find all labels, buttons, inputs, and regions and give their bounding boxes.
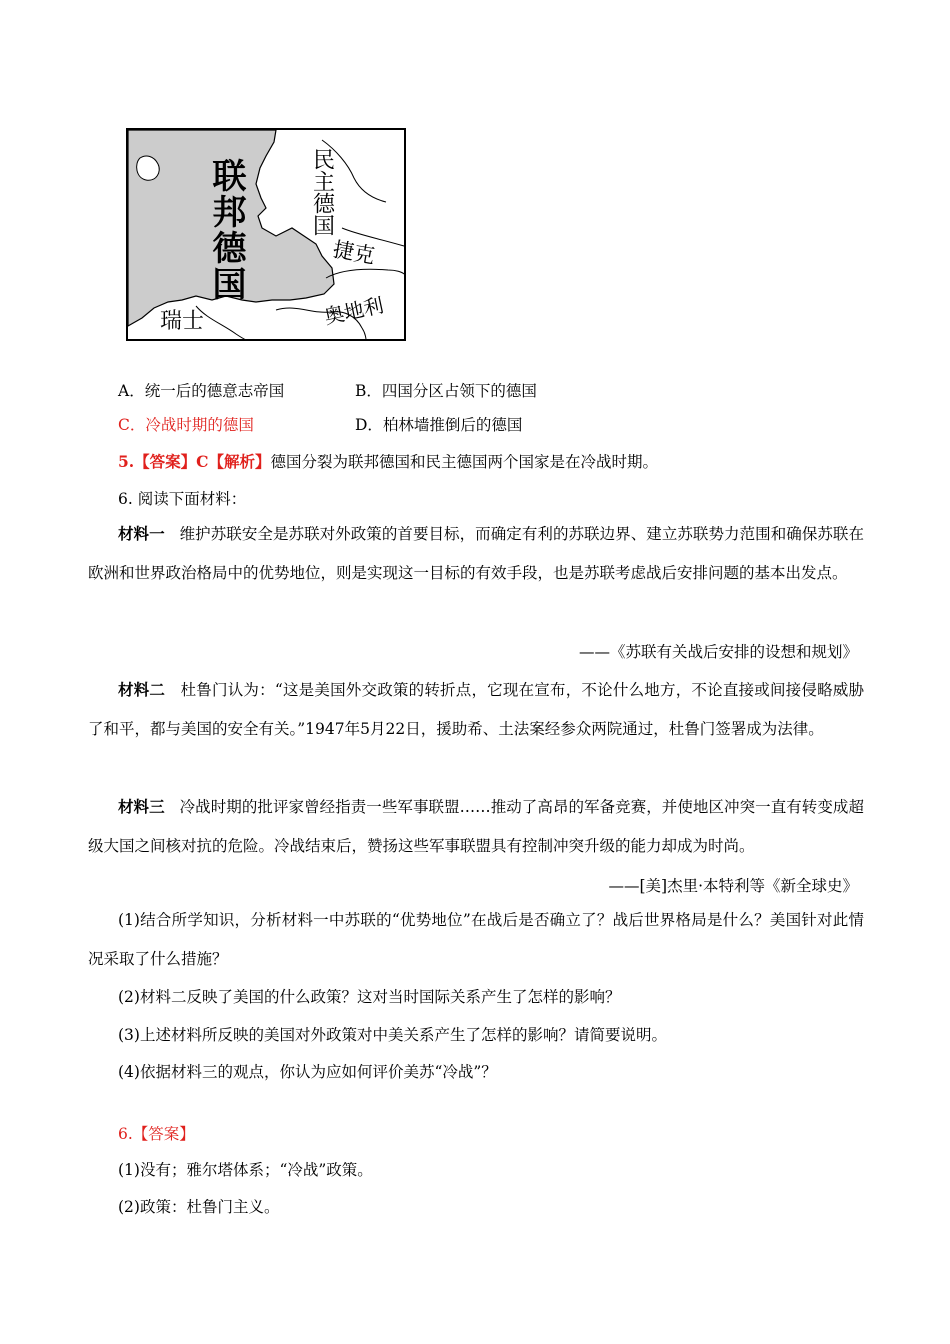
q5-answer bbox=[118, 452, 658, 472]
q5-answer-prefix: 5.【答案】C【解析】 bbox=[118, 452, 271, 471]
material-3-label: 材料三 bbox=[118, 797, 165, 816]
map-label-swiss: 瑞士 bbox=[160, 309, 205, 334]
q6-intro: 6. 阅读下面材料： bbox=[118, 490, 247, 508]
material-3-text: 冷战时期的批评家曾经指责一些军事联盟……推动了高昂的军备竞赛，并使地区冲突一直有转变成超级大国之间核对抗的危险。冷战结束后，赞扬这些军事联盟具有控制冲突升级的能力却成为时尚。 bbox=[88, 798, 864, 855]
q6-question-3: (3)上述材料所反映的美国对外政策对中美关系产生了怎样的影响？请简要说明。 bbox=[118, 1026, 667, 1044]
q6-question-4: (4)依据材料三的观点，你认为应如何评价美苏“冷战”？ bbox=[118, 1063, 497, 1081]
q5-option-d: D．柏林墙推倒后的德国 bbox=[355, 416, 523, 434]
q5-option-b: B．四国分区占领下的德国 bbox=[355, 382, 537, 400]
map-label-czech: 捷克 bbox=[331, 237, 377, 269]
material-2-text: 杜鲁门认为：“这是美国外交政策的转折点，它现在宣布，不论什么地方，不论直接或间接侵略威胁了和平，都与美国的安全有关。”1947年5月22日，援助希、土法案经参众两院通过，杜鲁门签署成为法律。 bbox=[88, 681, 864, 738]
q5-option-c: C．冷战时期的德国 bbox=[118, 416, 254, 434]
material-1-text: 维护苏联安全是苏联对外政策的首要目标，而确定有利的苏联边界、建立苏联势力范围和确保苏联在欧洲和世界政治格局中的优势地位，则是实现这一目标的有效手段，也是苏联考虑战后安排问题的基本出发点。 bbox=[88, 525, 864, 582]
material-1-label: 材料一 bbox=[118, 524, 165, 543]
material-3-source: ——[美]杰里·本特利等《新全球史》 bbox=[608, 877, 858, 895]
q6-answer-title: 6.【答案】 bbox=[118, 1125, 195, 1143]
map-label-austria: 奥地利 bbox=[322, 292, 386, 329]
germany-map bbox=[126, 128, 406, 341]
q6-question-2: (2)材料二反映了美国的什么政策？这对当时国际关系产生了怎样的影响？ bbox=[118, 988, 621, 1006]
material-2-label: 材料二 bbox=[118, 680, 166, 699]
q6-answer-line-1: (1)没有；雅尔塔体系；“冷战”政策。 bbox=[118, 1161, 373, 1179]
map-label-gdr: 民主德国 bbox=[309, 148, 335, 236]
q6-question-1: (1)结合所学知识，分析材料一中苏联的“优势地位”在战后是否确立了？战后世界格局是什么？美国针对此情况采取了什么措施？ bbox=[88, 911, 864, 968]
map-drawing bbox=[126, 128, 406, 341]
material-2 bbox=[88, 670, 864, 749]
q6-answer-line-2: (2)政策：杜鲁门主义。 bbox=[118, 1198, 280, 1216]
material-1-source: ——《苏联有关战后安排的设想和规划》 bbox=[578, 643, 858, 661]
map-label-frg: 联邦德国 bbox=[206, 158, 246, 302]
material-1 bbox=[88, 514, 864, 593]
q5-answer-text: 德国分裂为联邦德国和民主德国两个国家是在冷战时期。 bbox=[270, 453, 659, 471]
material-3 bbox=[88, 787, 864, 866]
q5-option-a: A．统一后的德意志帝国 bbox=[118, 382, 285, 400]
